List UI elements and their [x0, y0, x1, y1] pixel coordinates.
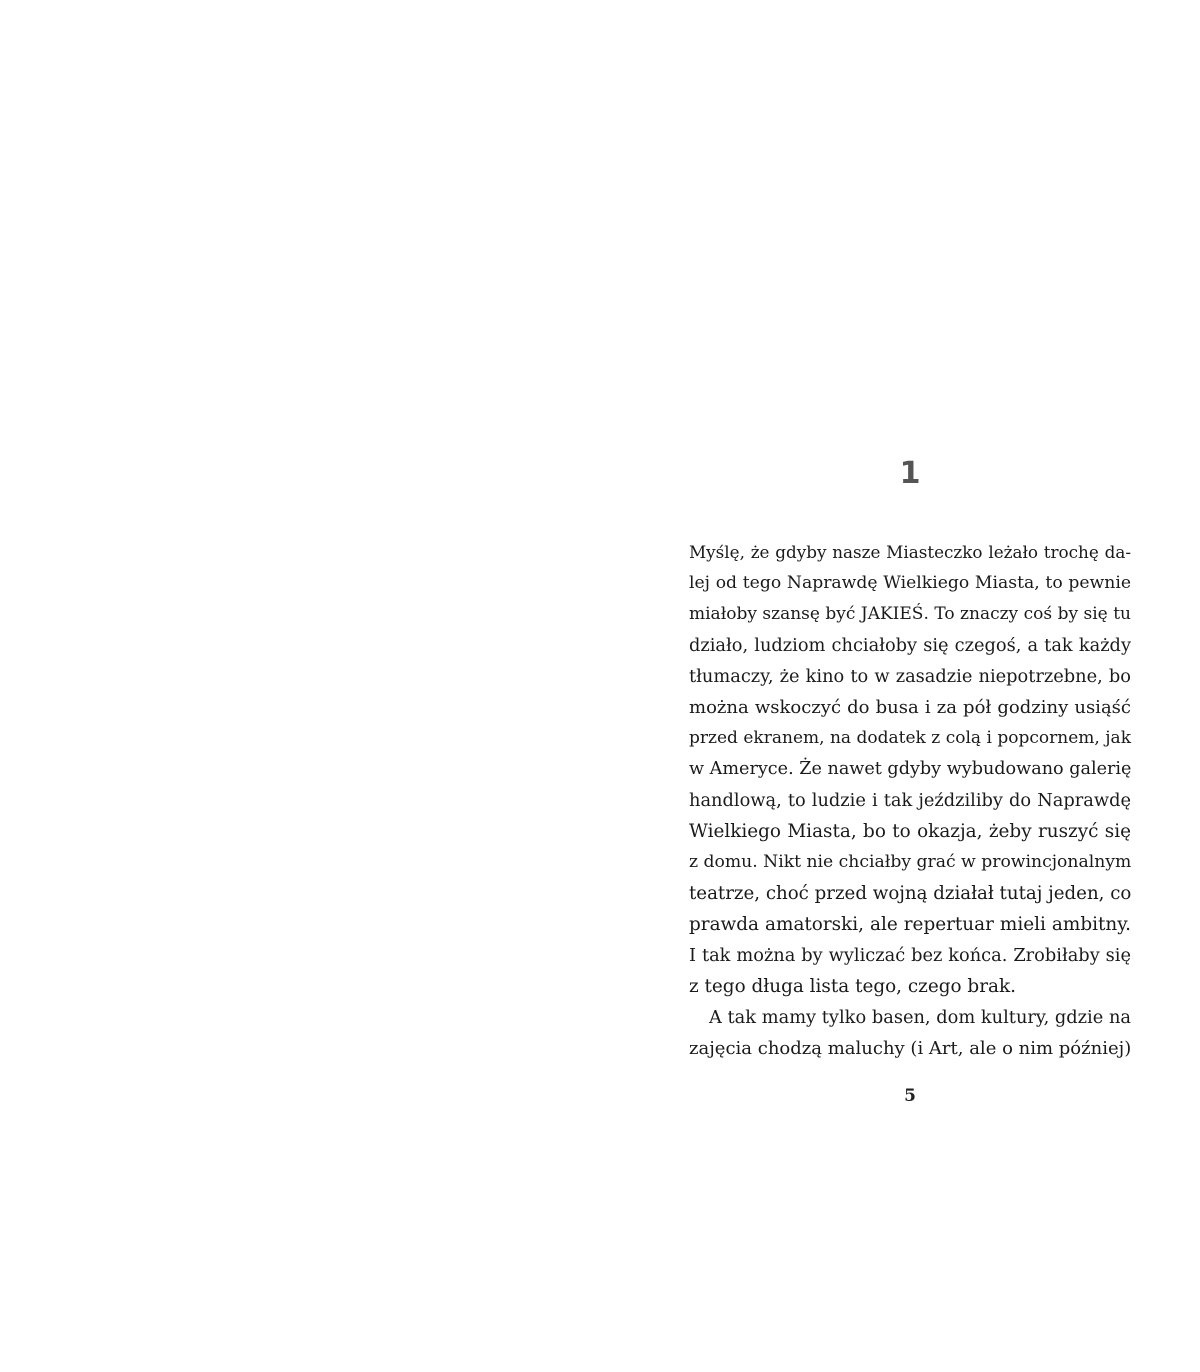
text-line: w Ameryce. Że nawet gdyby wybudowano galerię — [689, 759, 1132, 779]
text-line: Myślę, że gdyby nasze Miasteczko leżało trochę da- — [689, 542, 1131, 562]
text-line: miałoby szansę być JAKIEŚ. To znaczy coś by się tu — [689, 604, 1131, 624]
text-line: Wielkiego Miasta, bo to okazja, żeby ruszyć się — [689, 821, 1131, 842]
text-line: handlową, to ludzie i tak jeździliby do Naprawdę — [689, 790, 1131, 811]
text-line: można wskoczyć do busa i za pół godziny usiąść — [689, 697, 1131, 718]
chapter-number: 1 — [899, 456, 921, 491]
text-line: tłumaczy, że kino to w zasadzie niepotrzebne, bo — [689, 666, 1131, 687]
text-line: A tak mamy tylko basen, dom kultury, gdzie na — [709, 1007, 1131, 1028]
text-line: lej od tego Naprawdę Wielkiego Miasta, to pewnie — [689, 573, 1131, 593]
text-line: teatrze, choć przed wojną działał tutaj jeden, co — [689, 883, 1132, 904]
text-line: z domu. Nikt nie chciałby grać w prowincjonalnym — [689, 852, 1132, 872]
text-line: zajęcia chodzą maluchy (i Art, ale o nim później) — [689, 1038, 1132, 1059]
text-line: prawda amatorski, ale repertuar mieli ambitny. — [689, 914, 1131, 935]
text-line: I tak można by wyliczać bez końca. Zrobiłaby się — [689, 945, 1131, 966]
page-number: 5 — [904, 1086, 916, 1106]
text-line: przed ekranem, na dodatek z colą i popcornem, jak — [689, 728, 1131, 748]
chapter-body-text — [689, 537, 1131, 1064]
text-line: z tego długa lista tego, czego brak. — [689, 976, 1016, 997]
right-page — [600, 0, 1200, 1372]
text-line: działo, ludziom chciałoby się czegoś, a tak każdy — [689, 635, 1131, 656]
